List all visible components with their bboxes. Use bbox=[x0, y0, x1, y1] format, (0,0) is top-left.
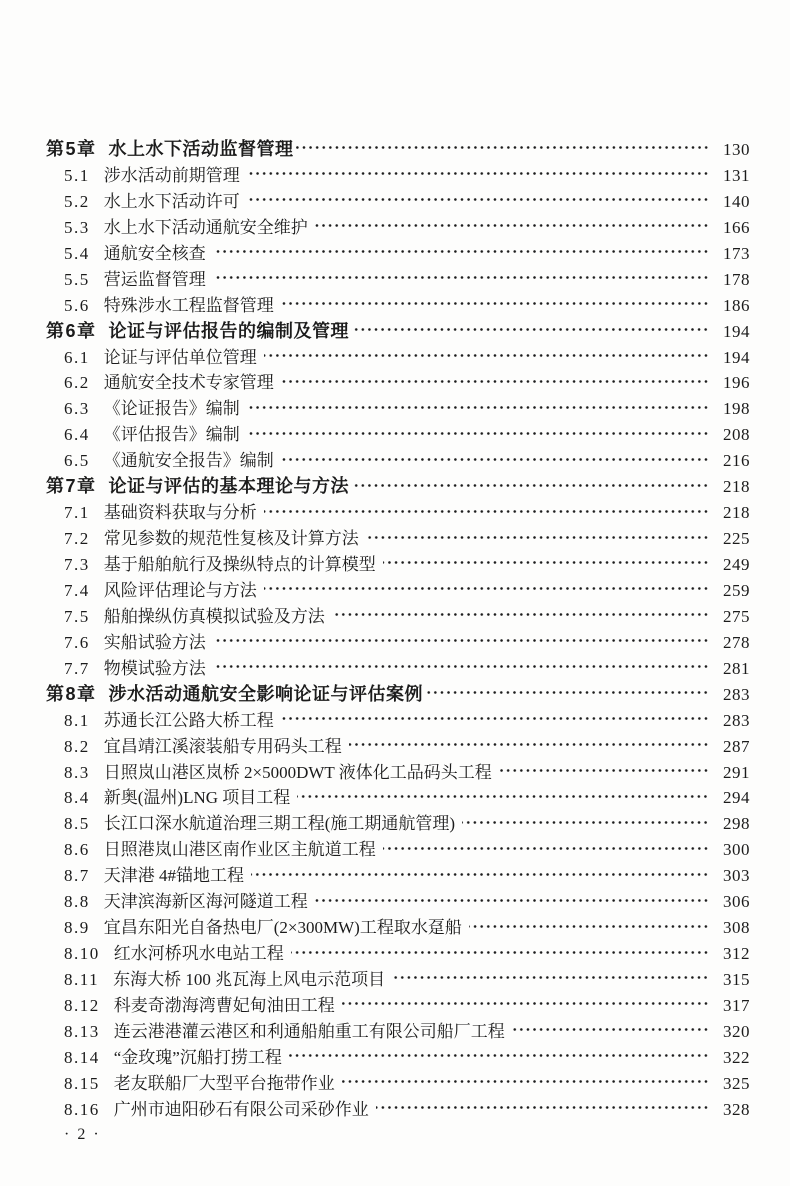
chapter-number: 第6章 bbox=[46, 320, 97, 341]
section-title: “金玫瑰”沉船打捞工程 bbox=[113, 1047, 282, 1067]
toc-chapter-row bbox=[46, 135, 750, 161]
section-number: 5.2 bbox=[64, 191, 90, 211]
section-number: 8.4 bbox=[64, 788, 90, 808]
dot-leader bbox=[349, 739, 709, 750]
section-number: 7.3 bbox=[64, 555, 90, 574]
section-number: 8.6 bbox=[64, 840, 90, 860]
section-title: 《论证报告》编制 bbox=[103, 399, 240, 419]
page-number: 194 bbox=[723, 347, 750, 367]
page-number: 306 bbox=[723, 892, 750, 912]
section-title: 东海大桥 100 兆瓦海上风电示范项目 bbox=[113, 970, 386, 989]
dot-leader bbox=[351, 480, 709, 491]
toc-section-row bbox=[46, 1069, 750, 1095]
toc-section-row bbox=[46, 343, 750, 369]
chapter-title: 涉水活动通航安全影响论证与评估案例 bbox=[108, 683, 424, 704]
toc-section-row bbox=[46, 991, 750, 1017]
section-number: 8.5 bbox=[64, 814, 90, 834]
toc-section-row bbox=[46, 758, 750, 784]
toc-section-row bbox=[46, 706, 750, 732]
toc-section-row bbox=[46, 732, 750, 758]
dot-leader bbox=[366, 532, 709, 543]
toc-section-row bbox=[46, 498, 750, 524]
toc-section-row bbox=[46, 1043, 750, 1069]
footer-page-number: · 2 · bbox=[64, 1126, 101, 1143]
toc-section-row bbox=[46, 628, 750, 654]
section-title: 连云港港灌云港区和利通船舶重工有限公司船厂工程 bbox=[113, 1021, 505, 1041]
toc-section-row bbox=[46, 939, 750, 965]
toc-section-row bbox=[46, 239, 750, 265]
toc-section-row bbox=[46, 291, 750, 317]
dot-leader bbox=[213, 246, 709, 257]
page-number: 208 bbox=[723, 425, 750, 445]
section-title: 日照港岚山港区南作业区主航道工程 bbox=[103, 840, 376, 860]
toc-section-row bbox=[46, 394, 750, 420]
page-number: 275 bbox=[723, 606, 750, 626]
section-number: 5.5 bbox=[64, 269, 90, 289]
toc-chapter-row bbox=[46, 680, 750, 706]
section-title: 广州市迪阳砂石有限公司采砂作业 bbox=[113, 1099, 369, 1119]
section-number: 5.1 bbox=[64, 165, 90, 185]
dot-leader bbox=[512, 1024, 709, 1035]
toc-section-row bbox=[46, 809, 750, 835]
section-number: 7.1 bbox=[64, 503, 90, 523]
toc-section-row bbox=[46, 783, 750, 809]
section-title: 水上水下活动通航安全维护 bbox=[103, 217, 308, 237]
toc-list bbox=[46, 135, 750, 1121]
dot-leader bbox=[247, 428, 709, 439]
section-number: 5.4 bbox=[64, 243, 90, 263]
page-number: 259 bbox=[723, 580, 750, 600]
dot-leader bbox=[392, 972, 709, 983]
page-number: 294 bbox=[723, 788, 750, 808]
toc-chapter-row bbox=[46, 317, 750, 343]
chapter-number: 第5章 bbox=[46, 139, 97, 159]
toc-section-row bbox=[46, 965, 750, 991]
dot-leader bbox=[247, 402, 709, 413]
chapter-number: 第8章 bbox=[46, 683, 97, 704]
dot-leader bbox=[499, 765, 709, 776]
toc-section-row bbox=[46, 835, 750, 861]
section-title: 风险评估理论与方法 bbox=[103, 580, 257, 600]
section-number: 7.7 bbox=[64, 658, 90, 678]
section-number: 8.15 bbox=[64, 1073, 100, 1093]
section-title: 苏通长江公路大桥工程 bbox=[103, 710, 274, 730]
page-number: 198 bbox=[723, 399, 750, 419]
dot-leader bbox=[462, 817, 709, 828]
section-number: 8.11 bbox=[64, 970, 100, 989]
dot-leader bbox=[376, 1102, 709, 1113]
section-title: 科麦奇渤海湾曹妃甸油田工程 bbox=[113, 995, 335, 1015]
dot-leader bbox=[332, 609, 709, 620]
section-number: 8.9 bbox=[64, 918, 90, 938]
dot-leader bbox=[383, 557, 709, 568]
section-number: 6.1 bbox=[64, 347, 90, 367]
section-title: 论证与评估单位管理 bbox=[103, 347, 257, 367]
section-number: 7.6 bbox=[64, 632, 90, 652]
page-number: 196 bbox=[723, 373, 750, 393]
page-number: 283 bbox=[723, 684, 750, 704]
section-title: 通航安全核查 bbox=[103, 243, 206, 263]
dot-leader bbox=[315, 895, 709, 906]
chapter-number: 第7章 bbox=[46, 476, 97, 497]
page-number: 303 bbox=[723, 866, 750, 886]
page-number: 322 bbox=[723, 1047, 750, 1067]
toc-section-row bbox=[46, 265, 750, 291]
section-title: 《评估报告》编制 bbox=[103, 425, 240, 445]
section-number: 8.16 bbox=[64, 1099, 100, 1119]
page-number: 186 bbox=[723, 295, 750, 315]
dot-leader bbox=[425, 687, 709, 698]
dot-leader bbox=[281, 713, 709, 724]
page-number: 130 bbox=[723, 140, 750, 159]
dot-leader bbox=[213, 635, 709, 646]
dot-leader bbox=[342, 998, 709, 1009]
section-title: 水上水下活动许可 bbox=[103, 191, 240, 211]
page-number: 225 bbox=[723, 529, 750, 549]
section-title: 船舶操纵仿真模拟试验及方法 bbox=[103, 606, 325, 626]
toc-section-row bbox=[46, 161, 750, 187]
section-title: 涉水活动前期管理 bbox=[103, 165, 240, 185]
section-title: 物模试验方法 bbox=[103, 658, 206, 678]
page-number: 173 bbox=[723, 243, 750, 263]
dot-leader bbox=[342, 1076, 709, 1087]
toc-section-row bbox=[46, 187, 750, 213]
page-number: 317 bbox=[723, 995, 750, 1015]
section-number: 8.2 bbox=[64, 736, 90, 756]
page-number: 300 bbox=[723, 840, 750, 860]
section-number: 8.10 bbox=[64, 944, 100, 964]
page-number: 281 bbox=[723, 658, 750, 678]
page-number: 194 bbox=[723, 321, 750, 341]
section-number: 7.5 bbox=[64, 606, 90, 626]
section-number: 8.13 bbox=[64, 1021, 100, 1041]
page-number: 218 bbox=[723, 477, 750, 497]
section-title: 长江口深水航道治理三期工程(施工期通航管理) bbox=[103, 814, 456, 834]
section-title: 实船试验方法 bbox=[103, 632, 206, 652]
section-title: 《通航安全报告》编制 bbox=[103, 451, 274, 471]
section-title: 新奥(温州)LNG 项目工程 bbox=[103, 788, 291, 808]
dot-leader bbox=[469, 921, 709, 932]
section-number: 5.3 bbox=[64, 217, 90, 237]
page-number: 315 bbox=[723, 970, 750, 989]
dot-leader bbox=[247, 194, 709, 205]
toc-section-row bbox=[46, 420, 750, 446]
section-number: 8.14 bbox=[64, 1047, 100, 1067]
section-number: 8.12 bbox=[64, 995, 100, 1015]
dot-leader bbox=[291, 947, 709, 958]
toc-section-row bbox=[46, 524, 750, 550]
toc-section-row bbox=[46, 446, 750, 472]
chapter-title: 水上水下活动监督管理 bbox=[108, 139, 294, 159]
dot-leader bbox=[281, 298, 709, 309]
toc-section-row bbox=[46, 861, 750, 887]
toc-section-row bbox=[46, 913, 750, 939]
toc-section-row bbox=[46, 368, 750, 394]
dot-leader bbox=[213, 272, 709, 283]
page-number: 312 bbox=[723, 944, 750, 964]
section-number: 6.2 bbox=[64, 373, 90, 393]
section-number: 6.4 bbox=[64, 425, 90, 445]
toc-section-row bbox=[46, 1095, 750, 1121]
page-number: 140 bbox=[723, 191, 750, 211]
page-number: 287 bbox=[723, 736, 750, 756]
page-number: 216 bbox=[723, 451, 750, 471]
dot-leader bbox=[247, 168, 709, 179]
section-title: 营运监督管理 bbox=[103, 269, 206, 289]
chapter-title: 论证与评估报告的编制及管理 bbox=[108, 320, 350, 341]
page-number: 325 bbox=[723, 1073, 750, 1093]
section-number: 8.7 bbox=[64, 866, 90, 886]
page-number: 166 bbox=[723, 217, 750, 237]
section-title: 日照岚山港区岚桥 2×5000DWT 液体化工品码头工程 bbox=[103, 762, 492, 782]
dot-leader bbox=[351, 324, 709, 335]
dot-leader bbox=[297, 791, 709, 802]
page-number: 291 bbox=[723, 762, 750, 782]
page-number: 320 bbox=[723, 1021, 750, 1041]
dot-leader bbox=[289, 1050, 709, 1061]
section-number: 8.3 bbox=[64, 762, 90, 782]
page-number: 131 bbox=[723, 165, 750, 185]
section-title: 天津滨海新区海河隧道工程 bbox=[103, 892, 308, 912]
section-title: 天津港 4#锚地工程 bbox=[103, 866, 244, 886]
page-number: 249 bbox=[723, 555, 750, 574]
toc-section-row bbox=[46, 654, 750, 680]
section-number: 5.6 bbox=[64, 295, 90, 315]
dot-leader bbox=[281, 376, 709, 387]
toc-section-row bbox=[46, 213, 750, 239]
page-number: 298 bbox=[723, 814, 750, 834]
toc-section-row bbox=[46, 550, 750, 576]
dot-leader bbox=[296, 142, 709, 153]
toc-section-row bbox=[46, 602, 750, 628]
section-number: 6.5 bbox=[64, 451, 90, 471]
toc-section-row bbox=[46, 1017, 750, 1043]
section-number: 6.3 bbox=[64, 399, 90, 419]
dot-leader bbox=[383, 843, 709, 854]
section-title: 基于船舶航行及操纵特点的计算模型 bbox=[103, 555, 376, 574]
section-number: 7.2 bbox=[64, 529, 90, 549]
dot-leader bbox=[315, 220, 709, 231]
section-number: 8.8 bbox=[64, 892, 90, 912]
section-title: 老友联船厂大型平台拖带作业 bbox=[113, 1073, 335, 1093]
section-number: 8.1 bbox=[64, 710, 90, 730]
page-number: 283 bbox=[723, 710, 750, 730]
section-title: 红水河桥巩水电站工程 bbox=[113, 944, 284, 964]
section-title: 基础资料获取与分析 bbox=[103, 503, 257, 523]
page-number: 218 bbox=[723, 503, 750, 523]
section-title: 特殊涉水工程监督管理 bbox=[103, 295, 274, 315]
section-number: 7.4 bbox=[64, 580, 90, 600]
page-number: 178 bbox=[723, 269, 750, 289]
dot-leader bbox=[213, 661, 709, 672]
page-number: 328 bbox=[723, 1099, 750, 1119]
dot-leader bbox=[264, 506, 709, 517]
section-title: 宜昌靖江溪滚装船专用码头工程 bbox=[103, 736, 342, 756]
toc-section-row bbox=[46, 576, 750, 602]
toc-section-row bbox=[46, 887, 750, 913]
chapter-title: 论证与评估的基本理论与方法 bbox=[108, 476, 350, 497]
page-number: 308 bbox=[723, 918, 750, 938]
dot-leader bbox=[251, 869, 709, 880]
dot-leader bbox=[264, 583, 709, 594]
toc-chapter-row bbox=[46, 472, 750, 498]
section-title: 宜昌东阳光自备热电厂(2×300MW)工程取水趸船 bbox=[103, 918, 462, 938]
section-title: 常见参数的规范性复核及计算方法 bbox=[103, 529, 359, 549]
page-number: 278 bbox=[723, 632, 750, 652]
dot-leader bbox=[281, 454, 709, 465]
dot-leader bbox=[264, 350, 709, 361]
section-title: 通航安全技术专家管理 bbox=[103, 373, 274, 393]
